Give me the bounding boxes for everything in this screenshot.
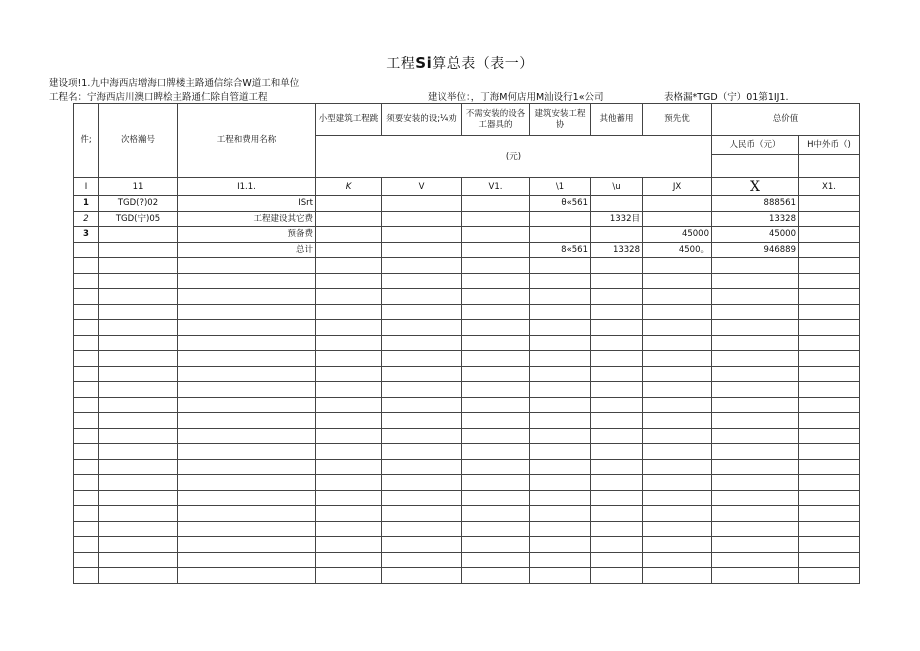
header-unit: (元) bbox=[316, 136, 712, 178]
empty-table-row bbox=[74, 506, 860, 522]
empty-table-row bbox=[74, 490, 860, 506]
index-cell: I bbox=[74, 178, 99, 196]
empty-table-row bbox=[74, 428, 860, 444]
header-build-install: 建筑安装工程协 bbox=[530, 104, 591, 136]
header-seq: 件; bbox=[74, 104, 99, 178]
row-reserve: 45000 bbox=[643, 227, 712, 243]
project-line: 建设项!1.九中海西店增海口牌楼主路通信综合W道工和单位 bbox=[49, 78, 300, 89]
header-foreign: H中外币（) bbox=[799, 136, 860, 155]
header-reserve: 预先优 bbox=[643, 104, 712, 136]
empty-table-row bbox=[74, 320, 860, 336]
index-cell: V1. bbox=[462, 178, 530, 196]
header-row bbox=[74, 104, 860, 136]
header-equip-noinstall: 不需安装的设各工器具的 bbox=[462, 104, 530, 136]
empty-table-row bbox=[74, 568, 860, 584]
index-cell: \u bbox=[591, 178, 643, 196]
empty-table-row bbox=[74, 273, 860, 289]
sheet-title: 工程Si算总表（表一） bbox=[386, 54, 534, 72]
table-number: 表格漏*TGD（宁）01第1IJ1. bbox=[664, 92, 789, 103]
header-foreign-blank bbox=[799, 155, 860, 178]
row-name: 预备费 bbox=[178, 227, 316, 243]
index-row bbox=[74, 178, 860, 196]
index-cell: I1.1. bbox=[178, 178, 316, 196]
header-equip-install: 须要安装的设;¼劝 bbox=[382, 104, 462, 136]
empty-rows bbox=[74, 258, 860, 584]
empty-table-row bbox=[74, 521, 860, 537]
row-build-install: θ«561 bbox=[530, 196, 591, 212]
row-name: 总计 bbox=[178, 242, 316, 258]
row-name: ISrt bbox=[178, 196, 316, 212]
empty-table-row bbox=[74, 366, 860, 382]
build-unit: 建议举位：，丁海M何店用M汕设行1«公司 bbox=[428, 92, 604, 103]
empty-table-row bbox=[74, 351, 860, 367]
empty-table-row bbox=[74, 397, 860, 413]
row-other: 13328 bbox=[591, 242, 643, 258]
empty-table-row bbox=[74, 382, 860, 398]
table-row bbox=[74, 242, 860, 258]
index-cell: 11 bbox=[99, 178, 178, 196]
table-row bbox=[74, 196, 860, 212]
row-code: TGD(宁)05 bbox=[99, 211, 178, 227]
empty-table-row bbox=[74, 258, 860, 274]
work-name: 工程名：宁海西店川澳口睥桧主路通仁除自管道工程 bbox=[49, 92, 268, 103]
header-rmb-blank bbox=[712, 155, 799, 178]
header-code: 次格瀚号 bbox=[99, 104, 178, 178]
index-cell: X1. bbox=[799, 178, 860, 196]
row-name: 工程建设其它费 bbox=[178, 211, 316, 227]
empty-table-row bbox=[74, 413, 860, 429]
row-code: TGD(?)02 bbox=[99, 196, 178, 212]
row-total-rmb: 45000 bbox=[712, 227, 799, 243]
index-cell: K bbox=[316, 178, 382, 196]
index-cell: V bbox=[382, 178, 462, 196]
index-cell: JX bbox=[643, 178, 712, 196]
header-other: 其他蓄用 bbox=[591, 104, 643, 136]
empty-table-row bbox=[74, 475, 860, 491]
row-total-rmb: 13328 bbox=[712, 211, 799, 227]
table-row bbox=[74, 227, 860, 243]
header-total: 总价值 bbox=[712, 104, 860, 136]
empty-table-row bbox=[74, 304, 860, 320]
empty-table-row bbox=[74, 459, 860, 475]
header-name: 工程和费用名称 bbox=[178, 104, 316, 178]
empty-table-row bbox=[74, 289, 860, 305]
index-cell: X bbox=[712, 178, 799, 196]
empty-table-row bbox=[74, 537, 860, 553]
row-total-rmb: 946889 bbox=[712, 242, 799, 258]
budget-summary-table bbox=[73, 103, 860, 584]
row-other: 1332目 bbox=[591, 211, 643, 227]
row-seq: 3 bbox=[74, 227, 99, 243]
empty-table-row bbox=[74, 552, 860, 568]
header-small-build: 小型建筑工程跳 bbox=[316, 104, 382, 136]
row-build-install: 8«561 bbox=[530, 242, 591, 258]
row-seq: 2 bbox=[74, 211, 99, 227]
empty-table-row bbox=[74, 444, 860, 460]
row-seq: 1 bbox=[74, 196, 99, 212]
row-total-rmb: 888561 bbox=[712, 196, 799, 212]
header-rmb: 人民币（元） bbox=[712, 136, 799, 155]
row-reserve: 4500。 bbox=[643, 242, 712, 258]
empty-table-row bbox=[74, 335, 860, 351]
index-cell: \1 bbox=[530, 178, 591, 196]
table-row bbox=[74, 211, 860, 227]
